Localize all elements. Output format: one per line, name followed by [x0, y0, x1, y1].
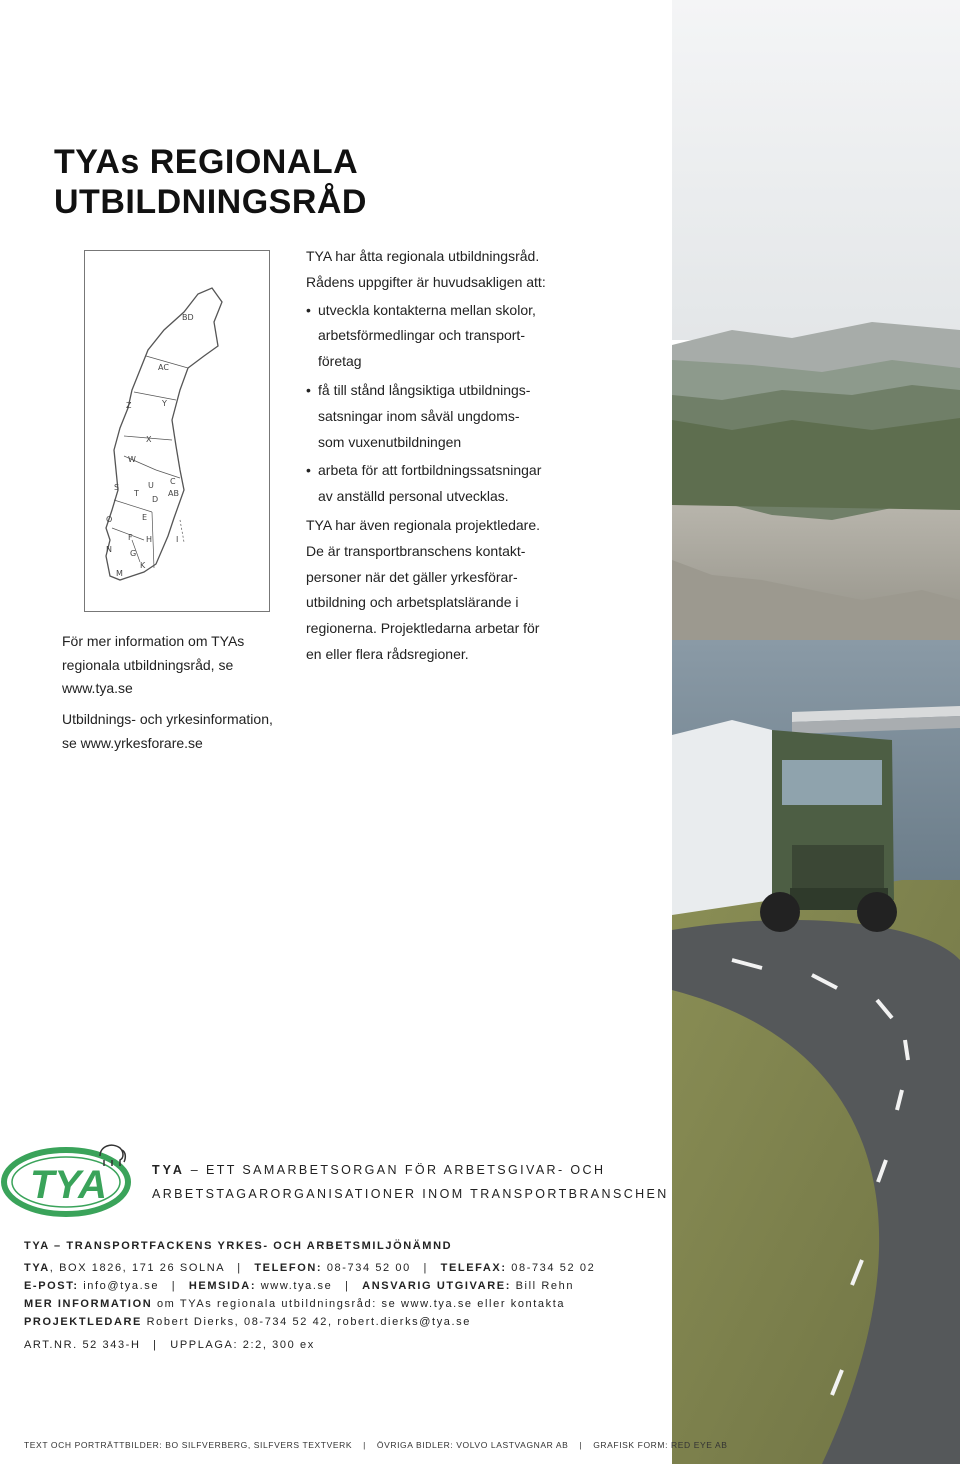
projekt-line: utbildning och arbetsplatslärande i — [306, 594, 519, 611]
region-label-s: S — [114, 483, 120, 492]
more-label: MER INFORMATION — [24, 1298, 153, 1310]
credits — [24, 1440, 728, 1450]
region-label-x: X — [146, 435, 152, 444]
edu-link-yrkesforare[interactable]: se www.yrkesforare.se — [62, 734, 203, 751]
bullet-line: av anställd personal utvecklas. — [318, 488, 509, 505]
fax: 08-734 52 02 — [511, 1262, 596, 1274]
separator: | — [579, 1440, 583, 1450]
projekt-line: De är transportbranschens kontakt- — [306, 542, 526, 559]
region-label-e: E — [142, 513, 148, 522]
photo-illustration — [672, 0, 960, 1464]
info-link-tya[interactable]: www.tya.se — [62, 680, 133, 696]
address: , BOX 1826, 171 26 SOLNA — [49, 1262, 225, 1274]
projektledare-contact: Robert Dierks, 08-734 52 42, robert.dierks@tya.se — [146, 1316, 471, 1328]
footer-article-line — [24, 1339, 315, 1351]
bullet-line: som vuxenutbildningen — [318, 433, 462, 450]
region-label-u: U — [148, 481, 154, 490]
projekt-line: TYA har även regionala projektledare. — [306, 516, 540, 533]
article-number: ART.NR. 52 343-H — [24, 1339, 141, 1351]
bullet-item — [306, 378, 546, 455]
credit-text: TEXT OCH PORTRÄTTBILDER: BO SILFVERBERG, SILFVERS TEXTVERK — [24, 1440, 353, 1450]
region-label-m: M — [116, 569, 123, 578]
region-label-d: D — [152, 495, 159, 504]
more-text: om TYAs regionala utbildningsråd: se www.tya.se eller kontakta — [156, 1298, 566, 1310]
projekt-line: regionerna. Projektledarna arbetar för — [306, 620, 540, 637]
credit-images: ÖVRIGA BIDLER: VOLVO LASTVAGNAR AB — [376, 1440, 569, 1450]
region-label-t: T — [134, 489, 139, 498]
separator: | — [363, 1440, 366, 1450]
tagline — [152, 1158, 669, 1206]
intro-line: Rådens uppgifter är huvudsakligen att: — [306, 273, 546, 290]
region-label-z: Z — [126, 401, 132, 410]
footer-contact-line — [24, 1262, 595, 1274]
bullet-line: satsningar inom såväl ungdoms- — [318, 407, 520, 424]
projekt-paragraph — [306, 513, 546, 668]
web-link[interactable]: www.tya.se — [260, 1280, 333, 1292]
region-label-i: I — [176, 535, 179, 544]
footer-web-line — [24, 1280, 574, 1292]
credit-design: GRAFISK FORM: RED EYE AB — [593, 1440, 728, 1450]
sweden-outline — [106, 288, 222, 580]
truck-road-photo — [672, 0, 960, 1464]
email-link[interactable]: info@tya.se — [83, 1280, 160, 1292]
logo-text: TYA — [30, 1163, 108, 1207]
region-label-k: K — [140, 561, 146, 570]
region-label-bd: BD — [182, 313, 194, 322]
region-label-n: N — [106, 545, 112, 554]
web-label: HEMSIDA: — [188, 1280, 257, 1292]
edition: UPPLAGA: 2:2, 300 ex — [170, 1339, 315, 1351]
intro-line: TYA har åtta regionala utbildningsråd. — [306, 248, 540, 264]
separator: | — [153, 1339, 158, 1351]
projekt-line: en eller flera rådsregioner. — [306, 645, 469, 662]
region-label-o: O — [106, 515, 113, 524]
education-info-text — [62, 708, 273, 755]
bullet-item — [306, 458, 546, 510]
tagline-dash: – — [190, 1163, 201, 1177]
email-label: E-POST: — [24, 1280, 79, 1292]
info-line: För mer information om TYAs — [62, 633, 245, 649]
region-label-ab: AB — [168, 489, 179, 498]
tagline-line-1: ETT SAMARBETSORGAN FÖR ARBETSGIVAR- OCH — [205, 1163, 606, 1177]
phone-label: TELEFON: — [254, 1262, 323, 1274]
tya-logo — [0, 1132, 140, 1222]
separator: | — [345, 1280, 350, 1292]
bullet-line: • få till stånd långsiktiga utbildnings- — [318, 381, 531, 398]
bullet-line: • utveckla kontakterna mellan skolor, — [318, 301, 536, 318]
fax-label: TELEFAX: — [440, 1262, 507, 1274]
bullet-line: arbetsförmedlingar och transport- — [318, 327, 525, 344]
footer-projektledare-line — [24, 1316, 471, 1328]
sweden-region-map — [84, 250, 270, 612]
page-title — [54, 142, 367, 222]
footer-more-line — [24, 1298, 565, 1310]
separator: | — [171, 1280, 177, 1292]
region-label-h: H — [146, 535, 153, 544]
projekt-line: personer när det gäller yrkesförar- — [306, 568, 518, 585]
region-label-c: C — [170, 477, 176, 486]
bullet-line: • arbeta för att fortbildningssatsningar — [318, 462, 542, 479]
region-label-f: F — [128, 533, 133, 542]
tagline-line-2: ARBETSTAGARORGANISATIONER INOM TRANSPORTBRANSCHEN — [152, 1187, 669, 1201]
title-line-1: TYAs REGIONALA — [54, 143, 359, 181]
main-text — [306, 244, 546, 668]
edu-line: Utbildnings- och yrkesinformation, — [62, 711, 273, 727]
phone: 08-734 52 00 — [326, 1262, 411, 1274]
projektledare-label: PROJEKTLEDARE — [24, 1316, 142, 1328]
bullet-item — [306, 298, 546, 375]
region-label-y: Y — [162, 399, 167, 408]
region-label-ac: AC — [158, 363, 169, 372]
region-label-g: G — [130, 549, 137, 558]
tagline-brand: TYA — [152, 1163, 185, 1177]
publisher-label: ANSVARIG UTGIVARE: — [362, 1280, 511, 1292]
region-label-w: W — [128, 455, 136, 464]
separator: | — [237, 1262, 242, 1274]
separator: | — [423, 1262, 428, 1274]
info-line: regionala utbildningsråd, se — [62, 656, 234, 673]
address-label: TYA — [24, 1262, 50, 1274]
title-line-2: UTBILDNINGSRÅD — [54, 183, 367, 221]
footer-heading: TYA – TRANSPORTFACKENS YRKES- OCH ARBETSMILJÖNÄMND — [24, 1240, 453, 1252]
bullet-line: företag — [318, 353, 362, 370]
info-text — [62, 630, 244, 701]
publisher: Bill Rehn — [515, 1280, 575, 1292]
